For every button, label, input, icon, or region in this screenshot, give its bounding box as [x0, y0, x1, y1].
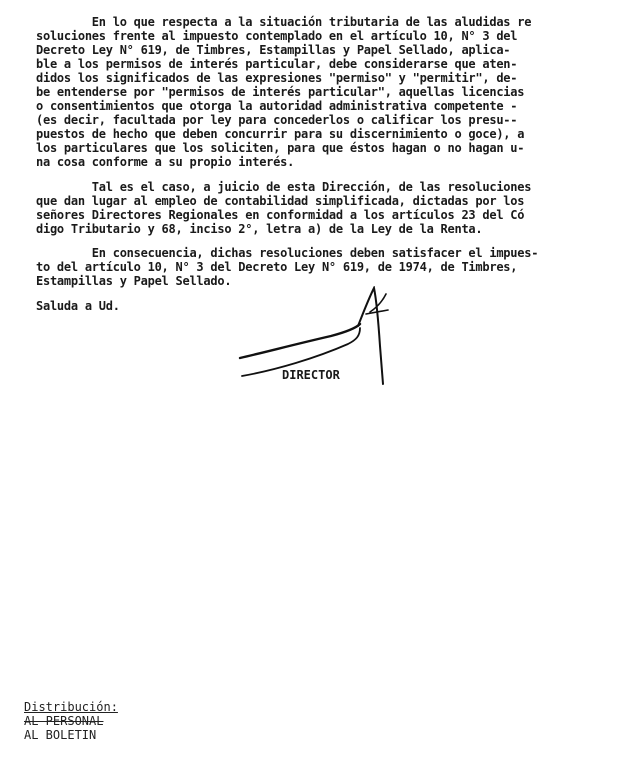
distribution-item: AL BOLETIN — [24, 728, 97, 742]
text-line: to del artículo 10, N° 3 del Decreto Ley N° 619, de 1974, de Timbres, — [36, 260, 518, 274]
closing-salutation: Saluda a Ud. — [36, 299, 120, 313]
text-line: Tal es el caso, a juicio de esta Dirección, de las resoluciones — [36, 180, 532, 194]
text-line: soluciones frente al impuesto contemplado en el artículo 10, N° 3 del — [36, 29, 518, 43]
text-line: o consentimientos que otorga la autoridad administrativa competente - — [36, 99, 518, 113]
distribution-item: AL PERSONAL — [24, 714, 104, 728]
text-line: be entenderse por "permisos de interés particular", aquellas licencias — [36, 85, 525, 99]
signature-title: DIRECTOR — [282, 368, 340, 382]
text-line: didos los significados de las expresiones "permiso" y "permitir", de- — [36, 71, 518, 85]
text-line: señores Directores Regionales en conformidad a los artículos 23 del Có — [36, 208, 525, 222]
text-line: ble a los permisos de interés particular, debe considerarse que aten- — [36, 57, 518, 71]
text-line: los particulares que los soliciten, para que éstos hagan o no hagan u- — [36, 141, 525, 155]
text-line: digo Tributario y 68, inciso 2°, letra a) de la Ley de la Renta. — [36, 222, 483, 236]
text-line: En consecuencia, dichas resoluciones deben satisfacer el impues- — [36, 246, 539, 260]
text-line: (es decir, facultada por ley para concederlos o calificar los presu-- — [36, 113, 518, 127]
text-line: Estampillas y Papel Sellado. — [36, 274, 232, 288]
text-line: na cosa conforme a su propio interés. — [36, 155, 295, 169]
text-line: Decreto Ley N° 619, de Timbres, Estampillas y Papel Sellado, aplica- — [36, 43, 511, 57]
text-line: En lo que respecta a la situación tributaria de las aludidas re — [36, 15, 532, 29]
text-line: puestos de hecho que deben concurrir para su discernimiento o goce), a — [36, 127, 525, 141]
distribution-heading: Distribución: — [24, 700, 118, 714]
text-line: que dan lugar al empleo de contabilidad simplificada, dictadas por los — [36, 194, 525, 208]
